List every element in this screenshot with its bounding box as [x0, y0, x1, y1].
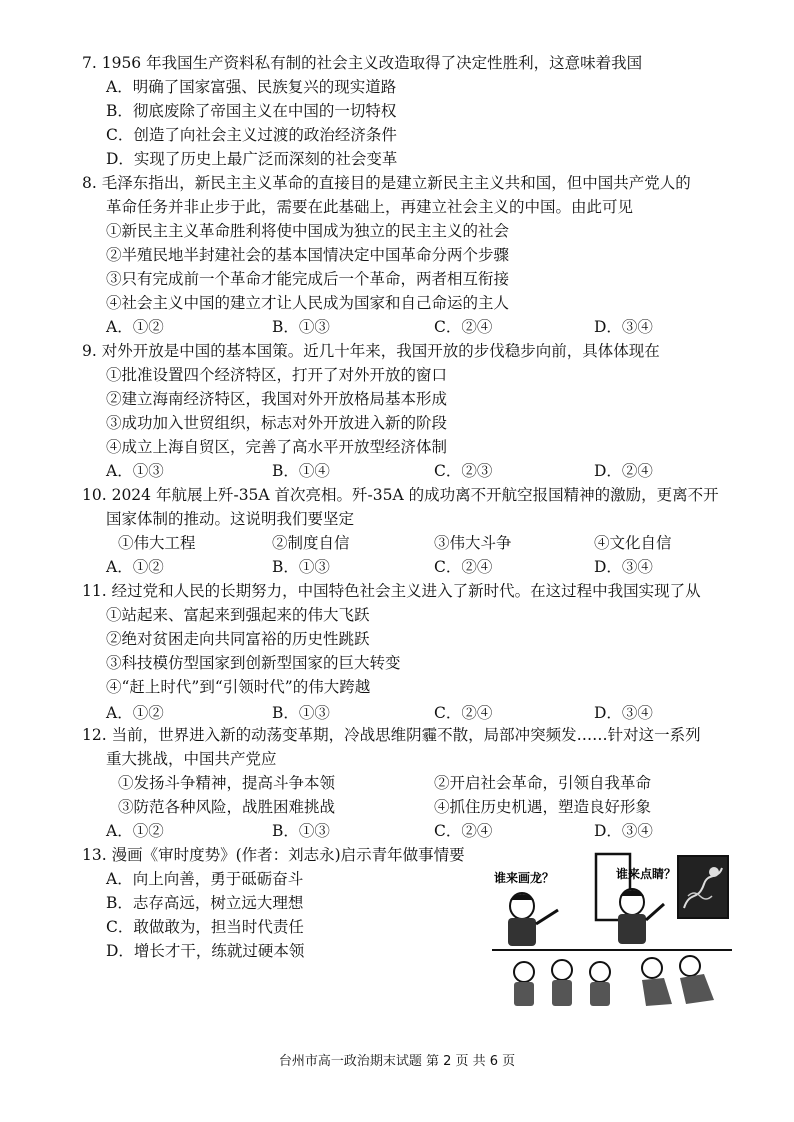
- q13-option-d: D．增长才干，练就过硬本领: [106, 942, 305, 960]
- q10-item-1: ①伟大工程: [118, 534, 196, 552]
- q10-choice-b: B．①③: [272, 558, 330, 576]
- q11-choices: [106, 702, 666, 724]
- q11-item-2: ②绝对贫困走向共同富裕的历史性跳跃: [106, 630, 370, 648]
- q12-items-row1: [106, 772, 666, 794]
- q12-item-4: ④抓住历史机遇，塑造良好形象: [434, 798, 652, 816]
- q7-option-a: A．明确了国家富强、民族复兴的现实道路: [106, 78, 397, 96]
- q12-item-2: ②开启社会革命，引领自我革命: [434, 774, 652, 792]
- q8-choice-d: D．③④: [594, 318, 653, 336]
- q7-option-b: B．彻底废除了帝国主义在中国的一切特权: [106, 102, 397, 120]
- page-footer: 台州市高一政治期末试题 第 2 页 共 6 页: [278, 1054, 516, 1069]
- q9-stem: 9. 对外开放是中国的基本国策。近几十年来，我国开放的步伐稳步向前，具体体现在: [82, 342, 660, 360]
- q9-item-2: ②建立海南经济特区，我国对外开放格局基本形成: [106, 390, 448, 408]
- q8-choice-b: B．①③: [272, 318, 330, 336]
- q11-choice-a: A．①②: [106, 704, 164, 722]
- bubble-right-text: 谁来点睛？: [616, 867, 677, 881]
- q7-option-d: D．实现了历史上最广泛而深刻的社会变革: [106, 150, 398, 168]
- q8-choices: [106, 316, 666, 338]
- q10-stem-line1: 10. 2024 年航展上歼-35A 首次亮相。歼-35A 的成功离不开航空报国精神的激励，更离不开: [82, 486, 719, 504]
- q10-item-3: ③伟大斗争: [434, 534, 512, 552]
- q12-stem-line1: 12. 当前，世界进入新的动荡变革期，冷战思维阴霾不散，局部冲突频发……针对这一系列: [82, 726, 701, 744]
- q10-stem-line2: 国家体制的推动。这说明我们要坚定: [106, 510, 355, 528]
- q11-stem: 11. 经过党和人民的长期努力，中国特色社会主义进入了新时代。在这过程中我国实现了从: [82, 582, 701, 600]
- q7-option-c: C．创造了向社会主义过渡的政治经济条件: [106, 126, 397, 144]
- q9-choices: [106, 460, 666, 482]
- q11-item-3: ③科技模仿型国家到创新型国家的巨大转变: [106, 654, 401, 672]
- q12-items-row2: [106, 796, 666, 818]
- q10-items: [106, 532, 672, 554]
- q10-item-2: ②制度自信: [272, 534, 350, 552]
- q12-item-1: ①发扬斗争精神，提高斗争本领: [118, 774, 336, 792]
- q8-stem-line2: 革命任务并非止步于此，需要在此基础上，再建立社会主义的中国。由此可见: [106, 198, 634, 216]
- q13-option-a: A．向上向善，勇于砥砺奋斗: [106, 870, 304, 888]
- q13-stem: 13. 漫画《审时度势》(作者：刘志永)启示青年做事情要: [82, 846, 465, 864]
- q10-choice-c: C．②④: [434, 558, 493, 576]
- q10-choices: [106, 556, 666, 578]
- q11-choice-d: D．③④: [594, 704, 653, 722]
- q10-item-4: ④文化自信: [594, 534, 672, 552]
- q9-choice-d: D．②④: [594, 462, 653, 480]
- q9-choice-b: B．①④: [272, 462, 330, 480]
- q12-choice-c: C．②④: [434, 822, 493, 840]
- q12-choice-a: A．①②: [106, 822, 164, 840]
- q8-stem-line1: 8. 毛泽东指出，新民主主义革命的直接目的是建立新民主主义共和国，但中国共产党人的: [82, 174, 691, 192]
- q10-choice-d: D．③④: [594, 558, 653, 576]
- q12-choice-d: D．③④: [594, 822, 653, 840]
- q9-item-4: ④成立上海自贸区，完善了高水平开放型经济体制: [106, 438, 448, 456]
- q8-item-4: ④社会主义中国的建立才让人民成为国家和自己命运的主人: [106, 294, 510, 312]
- q8-item-3: ③只有完成前一个革命才能完成后一个革命，两者相互衔接: [106, 270, 510, 288]
- cartoon-illustration: [492, 850, 732, 1020]
- q7-stem: 7. 1956 年我国生产资料私有制的社会主义改造取得了决定性胜利，这意味着我国: [82, 54, 643, 72]
- q9-item-3: ③成功加入世贸组织，标志对外开放进入新的阶段: [106, 414, 448, 432]
- q9-item-1: ①批准设置四个经济特区，打开了对外开放的窗口: [106, 366, 448, 384]
- q8-item-2: ②半殖民地半封建社会的基本国情决定中国革命分两个步骤: [106, 246, 510, 264]
- q8-choice-a: A．①②: [106, 318, 164, 336]
- q13-option-b: B．志存高远，树立远大理想: [106, 894, 304, 912]
- q9-choice-a: A．①③: [106, 462, 164, 480]
- bubble-left-text: 谁来画龙？: [494, 871, 555, 885]
- q11-item-4: ④“赶上时代”到“引领时代”的伟大跨越: [106, 678, 371, 696]
- q12-choice-b: B．①③: [272, 822, 330, 840]
- q13-option-c: C．敢做敢为，担当时代责任: [106, 918, 304, 936]
- q10-choice-a: A．①②: [106, 558, 164, 576]
- q8-item-1: ①新民主主义革命胜利将使中国成为独立的民主主义的社会: [106, 222, 510, 240]
- q12-item-3: ③防范各种风险，战胜困难挑战: [118, 798, 336, 816]
- cartoon-drawing: [492, 850, 732, 1020]
- q11-choice-c: C．②④: [434, 704, 493, 722]
- q12-choices: [106, 820, 666, 842]
- q11-choice-b: B．①③: [272, 704, 330, 722]
- q9-choice-c: C．②③: [434, 462, 493, 480]
- q12-stem-line2: 重大挑战，中国共产党应: [106, 750, 277, 768]
- q8-choice-c: C．②④: [434, 318, 493, 336]
- q11-item-1: ①站起来、富起来到强起来的伟大飞跃: [106, 606, 370, 624]
